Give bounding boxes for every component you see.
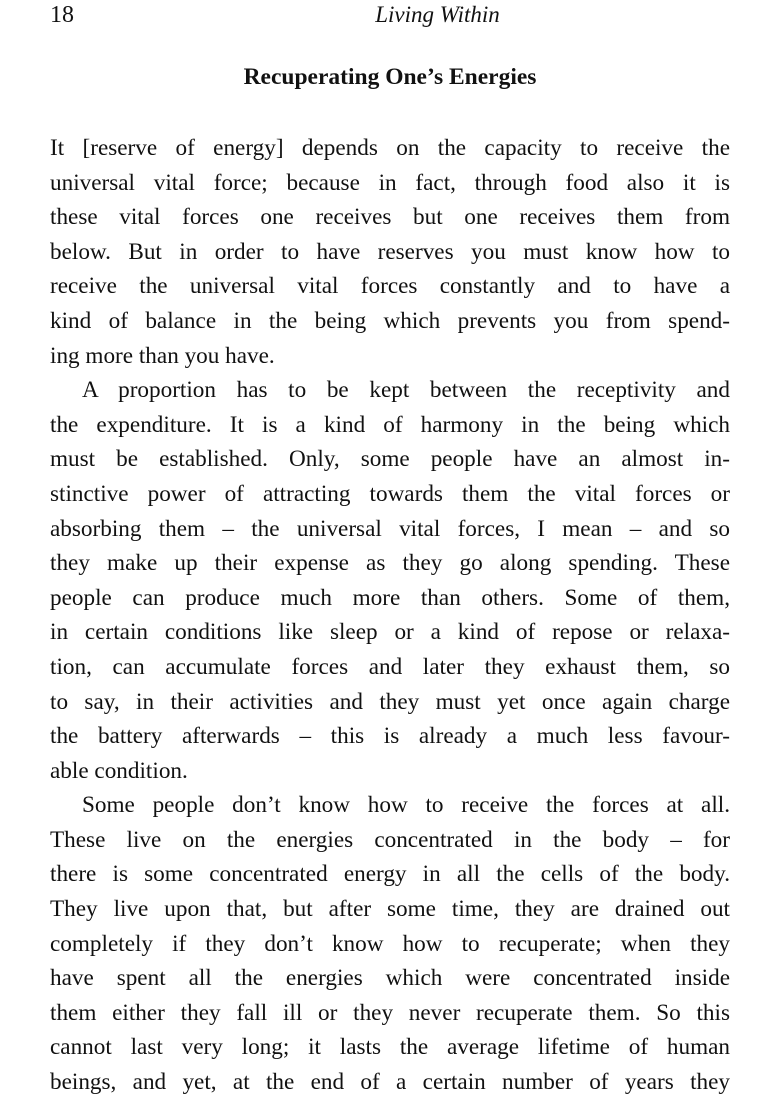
text-line: It [reserve of energy] depends on the capacity to receive the — [50, 135, 730, 161]
text-line: A proportion has to be kept between the receptivity and — [82, 377, 730, 404]
text-line: tion, can accumulate forces and later they exhaust them, so — [50, 653, 730, 680]
text-line: these vital forces one receives but one receives them from — [50, 204, 730, 231]
paragraph-2 — [50, 373, 730, 788]
running-title: Living Within — [375, 2, 500, 27]
text-line: They live upon that, but after some time, they are drained out — [50, 896, 730, 923]
section-title: Recuperating One’s Energies — [243, 64, 537, 90]
text-line: the expenditure. It is a kind of harmony in the being which — [50, 411, 730, 438]
text-line: These live on the energies concentrated in the body – for — [50, 826, 730, 853]
text-line: kind of balance in the being which prevents you from spend- — [50, 307, 730, 334]
text-line: them either they fall ill or they never recuperate them. So this — [50, 999, 730, 1026]
text-line: cannot last very long; it lasts the average lifetime of human — [50, 1034, 730, 1061]
text-line: have spent all the energies which were concentrated inside — [50, 965, 730, 992]
text-line: people can produce much more than others. Some of them, — [50, 584, 730, 611]
text-line: able condition. — [50, 757, 188, 784]
text-line: beings, and yet, at the end of a certain number of years they — [50, 1069, 730, 1096]
text-line: in certain conditions like sleep or a kind of repose or relaxa- — [50, 619, 730, 646]
text-line: absorbing them – the universal vital forces, I mean – and so — [50, 515, 730, 542]
text-line: completely if they don’t know how to recuperate; when they — [50, 930, 730, 957]
running-head — [50, 0, 730, 30]
page-number: 18 — [50, 2, 74, 28]
text-line: stinctive power of attracting towards them the vital forces or — [50, 480, 730, 507]
text-line: to say, in their activities and they must yet once again charge — [50, 688, 730, 715]
text-line: receive the universal vital forces constantly and to have a — [50, 273, 730, 300]
text-line: must be established. Only, some people have an almost in- — [50, 446, 730, 473]
text-line: they make up their expense as they go along spending. These — [50, 550, 730, 577]
paragraph-1 — [50, 131, 730, 373]
text-line: there is some concentrated energy in all the cells of the body. — [50, 861, 730, 888]
body-text — [50, 131, 730, 1100]
text-line: ing more than you have. — [50, 342, 275, 369]
text-line: Some people don’t know how to receive the forces at all. — [82, 792, 730, 819]
text-line: universal vital force; because in fact, through food also it is — [50, 169, 730, 196]
paragraph-3 — [50, 788, 730, 1099]
text-line: below. But in order to have reserves you must know how to — [50, 238, 730, 265]
text-line: the battery afterwards – this is already a much less favour- — [50, 723, 730, 750]
